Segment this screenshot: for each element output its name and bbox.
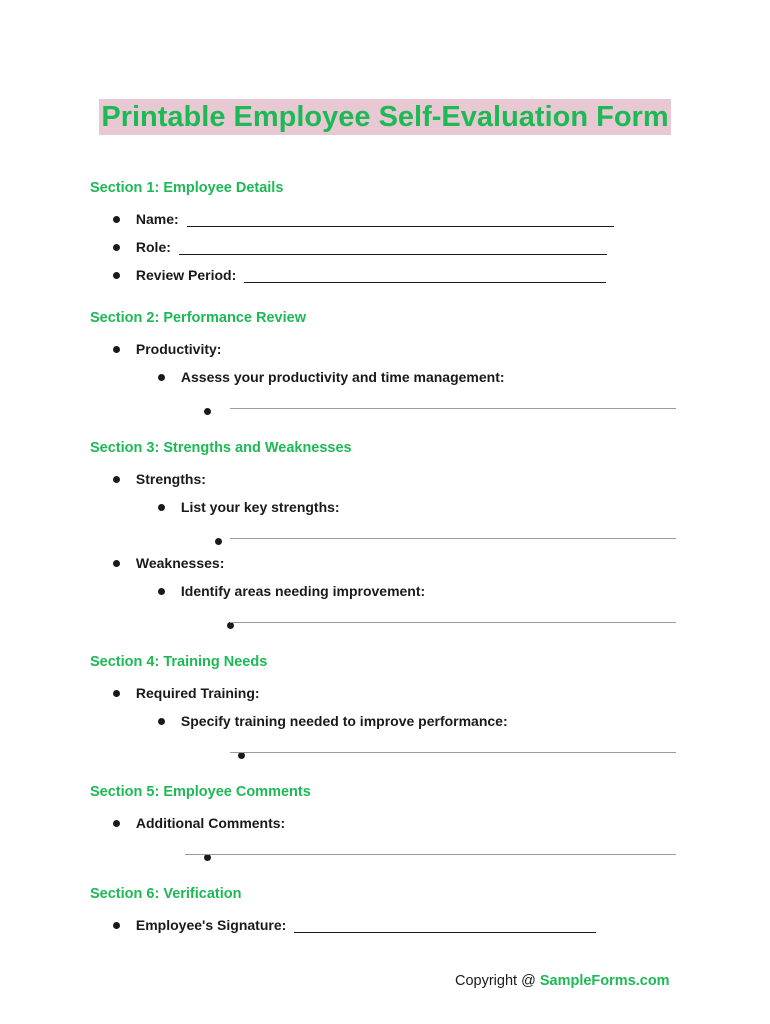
section-5-heading: Section 5: Employee Comments bbox=[90, 784, 311, 800]
strengths-answer-line[interactable] bbox=[230, 538, 676, 539]
bullet-icon bbox=[113, 476, 120, 483]
role-field[interactable] bbox=[179, 240, 607, 255]
weaknesses-prompt-row bbox=[158, 583, 425, 599]
strengths-row bbox=[113, 471, 206, 487]
section-6-heading: Section 6: Verification bbox=[90, 886, 242, 902]
section-2-heading: Section 2: Performance Review bbox=[90, 310, 306, 326]
section-3-heading: Section 3: Strengths and Weaknesses bbox=[90, 440, 352, 456]
name-row bbox=[113, 211, 614, 227]
productivity-prompt-row bbox=[158, 369, 505, 385]
bullet-icon bbox=[113, 560, 120, 567]
bullet-icon bbox=[158, 588, 165, 595]
title-container bbox=[0, 99, 770, 135]
copyright-prefix: Copyright @ bbox=[455, 973, 540, 989]
productivity-answer-line[interactable] bbox=[230, 408, 676, 409]
signature-label: Employee's Signature: bbox=[135, 917, 287, 933]
name-label: Name: bbox=[135, 211, 179, 227]
review-period-field[interactable] bbox=[244, 268, 606, 283]
page-title: Printable Employee Self-Evaluation Form bbox=[101, 101, 669, 133]
training-prompt: Specify training needed to improve performance: bbox=[180, 713, 508, 729]
productivity-label: Productivity: bbox=[135, 341, 222, 357]
weaknesses-label: Weaknesses: bbox=[135, 555, 225, 571]
strengths-prompt: List your key strengths: bbox=[180, 499, 340, 515]
training-prompt-row bbox=[158, 713, 508, 729]
strengths-prompt-row bbox=[158, 499, 340, 515]
bullet-icon bbox=[158, 374, 165, 381]
training-label: Required Training: bbox=[135, 685, 260, 701]
bullet-icon bbox=[204, 854, 211, 861]
bullet-icon bbox=[113, 272, 120, 279]
bullet-icon bbox=[215, 538, 222, 545]
section-1-heading: Section 1: Employee Details bbox=[90, 180, 284, 196]
productivity-prompt: Assess your productivity and time management: bbox=[180, 369, 505, 385]
bullet-icon bbox=[113, 216, 120, 223]
name-field[interactable] bbox=[187, 212, 614, 227]
bullet-icon bbox=[113, 820, 120, 827]
bullet-icon bbox=[158, 504, 165, 511]
strengths-label: Strengths: bbox=[135, 471, 206, 487]
bullet-icon bbox=[113, 244, 120, 251]
weaknesses-row bbox=[113, 555, 224, 571]
weaknesses-answer-line[interactable] bbox=[230, 622, 676, 623]
bullet-icon bbox=[113, 922, 120, 929]
signature-row bbox=[113, 917, 596, 933]
signature-field[interactable] bbox=[294, 918, 596, 933]
copyright-footer bbox=[455, 973, 670, 989]
bullet-icon bbox=[113, 690, 120, 697]
role-label: Role: bbox=[135, 239, 171, 255]
brand-link[interactable]: SampleForms.com bbox=[539, 973, 670, 989]
review-period-label: Review Period: bbox=[135, 267, 237, 283]
bullet-icon bbox=[204, 408, 211, 415]
role-row bbox=[113, 239, 607, 255]
comments-label: Additional Comments: bbox=[135, 815, 286, 831]
bullet-icon bbox=[113, 346, 120, 353]
productivity-row bbox=[113, 341, 221, 357]
bullet-icon bbox=[238, 752, 245, 759]
training-row bbox=[113, 685, 260, 701]
bullet-icon bbox=[158, 718, 165, 725]
comments-answer-line[interactable] bbox=[185, 854, 676, 855]
review-period-row bbox=[113, 267, 606, 283]
training-answer-line[interactable] bbox=[230, 752, 676, 753]
section-4-heading: Section 4: Training Needs bbox=[90, 654, 268, 670]
bullet-icon bbox=[227, 622, 234, 629]
weaknesses-prompt: Identify areas needing improvement: bbox=[180, 583, 426, 599]
comments-row bbox=[113, 815, 285, 831]
